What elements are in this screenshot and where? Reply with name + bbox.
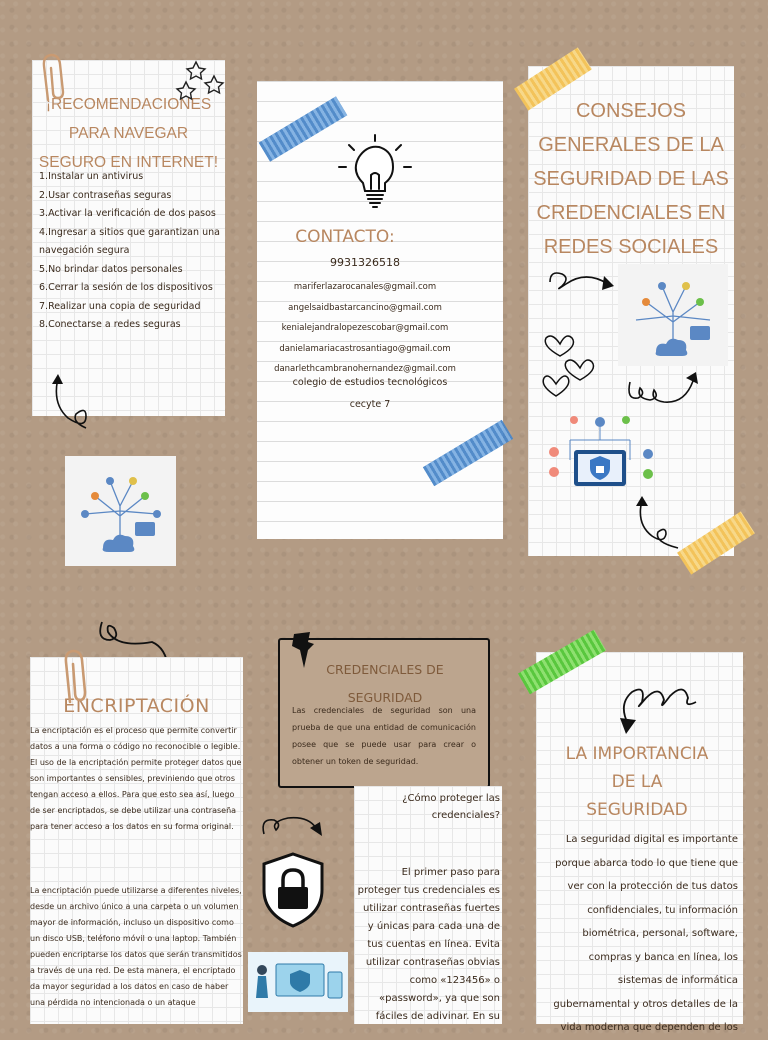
email-text: danarlethcambranohernandez@gmail.com — [274, 364, 456, 374]
protect-question: ¿Cómo proteger las credenciales? — [402, 793, 500, 821]
list-item: 5.No brindar datos personales — [39, 263, 183, 275]
email-text: danielamariacastrosantiago@gmail.com — [279, 343, 451, 354]
loop-arrow-icon — [258, 808, 328, 842]
loop-arrow-icon — [624, 368, 700, 416]
paperclip-icon — [60, 648, 90, 706]
school-campus: cecyte 7 — [349, 399, 391, 410]
list-item: 2.Usar contraseñas seguras — [39, 189, 172, 201]
paperclip-icon — [38, 52, 68, 104]
devices-image — [248, 952, 348, 1012]
padlock-icon — [258, 850, 328, 930]
contact-emails — [257, 277, 473, 380]
credentials-text: Las credenciales de seguridad son una prueba de que una entidad de comunicación posee que se puede usar para crear o obtener un token de seguridad. — [292, 706, 476, 766]
network-diagram-image — [65, 456, 176, 566]
contact-panel — [257, 81, 503, 539]
list-item: 8.Conectarse a redes seguras — [39, 319, 181, 330]
protect-panel — [354, 786, 502, 1024]
encryption-panel — [30, 657, 243, 1024]
shield-lock-icon — [540, 410, 660, 500]
email-text: mariferlazarocanales@gmail.com — [293, 282, 437, 292]
device-security-icon — [248, 952, 348, 1012]
importance-title: LA IMPORTANCIA DE LA SEGURIDAD — [565, 744, 709, 820]
stars-icon — [174, 60, 228, 104]
cloud-network-icon — [618, 264, 728, 366]
email-text: kenialejandralopezescobar@gmail.com — [281, 323, 449, 333]
curly-arrow-icon — [546, 264, 618, 300]
encryption-title: ENCRIPTACIÓN — [63, 695, 210, 717]
recommendations-panel — [32, 60, 225, 416]
list-item: 6.Cerrar la sesión de los dispositivos — [39, 282, 213, 293]
hearts-icon — [542, 324, 602, 406]
cloud-network-icon — [65, 456, 176, 566]
list-item: 7.Realizar una copia de seguridad — [39, 300, 201, 312]
tips-panel — [528, 66, 734, 556]
curly-arrow-icon — [632, 494, 686, 554]
credentials-title: CREDENCIALES DE SEGURIDAD — [326, 662, 444, 705]
recommendations-title: ¡RECOMENDACIONES PARA NAVEGAR SEGURO EN INTERNET! — [38, 96, 219, 171]
tips-title: CONSEJOS GENERALES DE LA SEGURIDAD DE LAS CREDENCIALES EN REDES SOCIALES — [533, 100, 729, 258]
loop-arrow-icon — [612, 674, 708, 736]
lightbulb-icon — [335, 131, 415, 215]
importance-panel — [536, 652, 743, 1033]
security-lock-image — [540, 410, 660, 500]
importance-text: La seguridad digital es importante porque abarca todo lo que tiene que ver con la protección de tus datos confidenciales, tu información biométrica, personal, software, compras y banca en línea, los sistemas de informática gubernamental y otros detalles de la vida moderna que dependen de los — [553, 834, 738, 1033]
email-text: angelsaidbastarcancino@gmail.com — [288, 302, 442, 313]
encryption-paragraph-2: La encriptación puede utilizarse a diferentes niveles, desde un archivo único a una carpeta o un volumen mayor de información, incluso un dispositivo como un disco USB, teléfono móvil o una laptop. También pueden encriptarse los datos que serán transmitidos a través de una red. De esta manera, el encriptado da mayor seguridad a los datos en caso de haber una pérdida no intencionada o un ataque — [30, 886, 242, 1007]
pin-icon — [288, 630, 318, 670]
network-diagram-image — [618, 264, 728, 366]
list-item: 3.Activar la verificación de dos pasos — [39, 208, 216, 219]
recommendations-list — [39, 168, 220, 335]
list-item: 1.Instalar un antivirus — [39, 171, 144, 182]
encryption-paragraph-1: La encriptación es el proceso que permite convertir datos a una forma o código no reconocible o legible. El uso de la encriptación permite proteger datos que son importantes o sensibles, previniendo que otros tengan acceso a ellos. Para que esto sea así, luego de ser encriptados, se debe utilizar una contraseña para tener acceso a los datos en su forma original. — [30, 726, 242, 831]
contact-phone: 9931326518 — [330, 256, 400, 269]
contact-title: CONTACTO: — [295, 227, 395, 247]
list-item: 4.Ingresar a sitios que garantizan una navegación segura — [39, 226, 220, 256]
school-name: colegio de estudios tecnológicos — [292, 377, 448, 388]
curly-arrow-icon — [46, 370, 96, 432]
protect-text: El primer paso para proteger tus credenciales es utilizar contraseñas fuertes y únicas para cada una de tus cuentas en línea. Evita utilizar contraseñas obvias como «123456» o «password», ya que son fáciles de adivinar. En su — [357, 867, 500, 1022]
